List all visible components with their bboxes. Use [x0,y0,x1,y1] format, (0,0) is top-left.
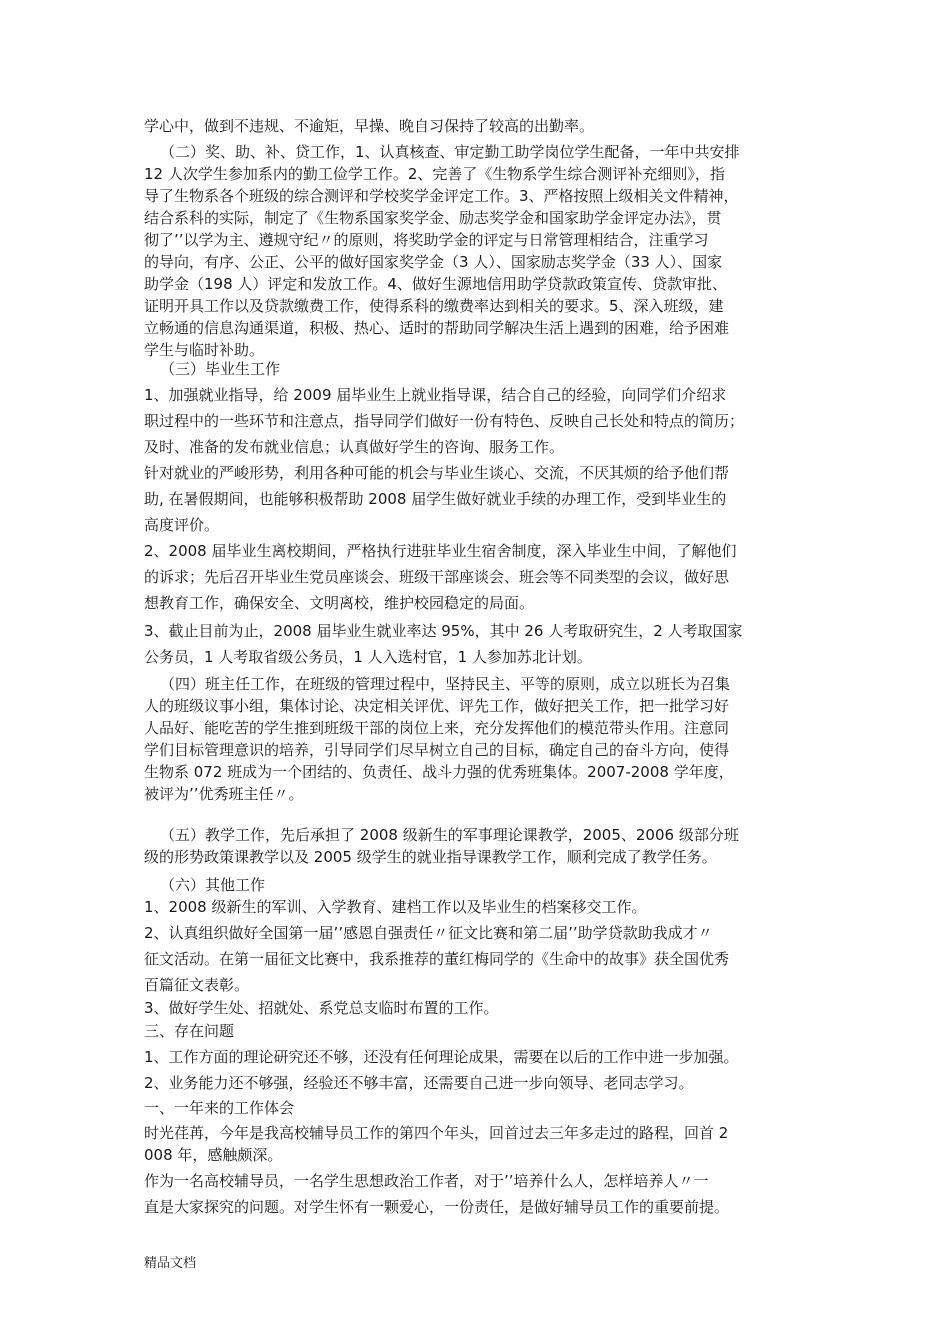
text-line: 1、工作方面的理论研究还不够，还没有任何理论成果，需要在以后的工作中进一步加强。 [144,1048,739,1066]
text-line: 立畅通的信息沟通渠道，积极、热心、适时的帮助同学解决生活上遇到的困难，给予困难 [144,319,730,337]
text-line: 结合系科的实际，制定了《生物系国家奖学金、励志奖学金和国家助学金评定办法》，贯 [144,209,722,227]
text-line: 2、2008 届毕业生离校期间，严格执行进驻毕业生宿舍制度，深入毕业生中间，了解他们 [144,542,737,560]
text-line: （四）班主任工作，在班级的管理过程中，坚持民主、平等的原则，成立以班长为召集 [160,675,731,693]
text-line: 一、一年来的工作体会 [144,1099,295,1117]
text-line: 12 人次学生参加系内的勤工俭学工作。2、完善了《生物系学生综合测评补充细则》，指 [144,165,725,183]
text-line: 职过程中的一些环节和注意点，指导同学们做好一份有特色、反映自己长处和特点的简历； [144,412,745,430]
text-line: 生物系 072 班成为一个团结的、负责任、战斗力强的优秀班集体。2007-2008 学年度， [144,763,734,781]
text-line: 针对就业的严峻形势，利用各种可能的机会与毕业生谈心、交流，不厌其烦的给予他们帮 [144,464,730,482]
text-line: 想教育工作，确保安全、文明离校，维护校园稳定的局面。 [144,594,535,612]
text-line: 高度评价。 [144,516,220,534]
text-line: 征文活动。在第一届征文比赛中，我系推荐的董红梅同学的《生命中的故事》获全国优秀 [144,950,730,968]
text-line: 1、加强就业指导，给 2009 届毕业生上就业指导课，结合自己的经验，向同学们介绍求 [144,386,727,404]
text-line: 作为一名高校辅导员，一名学生思想政治工作者，对于’’培养什么人，怎样培养人〃一 [144,1172,709,1190]
text-line: 彻了’’以学为主、遵规守纪〃的原则，将奖助学金的评定与日常管理相结合，注重学习 [144,231,709,249]
text-line: 助, 在暑假期间，也能够积极帮助 2008 届学生做好就业手续的办理工作，受到毕业生的 [144,490,727,508]
text-line: （六）其他工作 [160,876,266,894]
text-line: 1、2008 级新生的军训、入学教育、建档工作以及毕业生的档案移交工作。 [144,898,647,916]
text-line: 2、认真组织做好全国第一届’’感恩自强责任〃征文比赛和第二届’’助学贷款助我成才〃 [144,924,713,942]
text-line: 学们目标管理意识的培养，引导同学们尽早树立自己的目标，确定自己的奋斗方向，使得 [144,741,730,759]
text-line: 的诉求；先后召开毕业生党员座谈会、班级干部座谈会、班会等不同类型的会议，做好思 [144,568,730,586]
text-line: 公务员，1 人考取省级公务员，1 人入选村官，1 人参加苏北计划。 [144,648,592,666]
text-line: 的导向，有序、公正、公平的做好国家奖学金（3 人）、国家励志奖学金（33 人）、国家 [144,253,723,271]
text-line: （三）毕业生工作 [160,360,281,378]
text-line: 学生与临时补助。 [144,341,265,359]
text-line: （五）教学工作，先后承担了 2008 级新生的军事理论课教学，2005、2006 级部分班 [160,826,739,844]
text-line: 人的班级议事小组，集体讨论、决定相关评优、评先工作，做好把关工作，把一批学习好 [144,697,730,715]
text-line: 百篇征文表彰。 [144,976,250,994]
text-line: 2、业务能力还不够强，经验还不够丰富，还需要自己进一步向领导、老同志学习。 [144,1074,694,1092]
text-line: 证明开具工作以及贷款缴费工作，使得系科的缴费率达到相关的要求。5、深入班级，建 [144,297,724,315]
text-line: 助学金（198 人）评定和发放工作。4、做好生源地信用助学贷款政策宣传、贷款审批、 [144,275,727,293]
text-line: 三、存在问题 [144,1022,235,1040]
text-line: 人品好、能吃苦的学生推到班级干部的岗位上来，充分发挥他们的模范带头作用。注意同 [144,719,730,737]
text-line: 008 年，感触颇深。 [144,1146,283,1164]
text-line: （二）奖、助、补、贷工作，1、认真核查、审定勤工助学岗位学生配备，一年中共安排 [160,143,740,161]
text-line: 3、做好学生处、招就处、系党总支临时布置的工作。 [144,999,499,1017]
text-line: 导了生物系各个班级的综合测评和学校奖学金评定工作。3、严格按照上级相关文件精神， [144,187,739,205]
text-line: 3、截止目前为止，2008 届毕业生就业率达 95%，其中 26 人考取研究生，2 人考取国家 [144,622,743,640]
text-line: 时光荏苒，今年是我高校辅导员工作的第四个年头，回首过去三年多走过的路程，回首 2 [144,1124,729,1142]
footer-label: 精品文档 [144,1256,197,1271]
text-line: 直是大家探究的问题。对学生怀有一颗爱心，一份责任，是做好辅导员工作的重要前提。 [144,1198,730,1216]
text-line: 学心中，做到不违规、不逾矩，早操、晚自习保持了较高的出勤率。 [144,117,595,135]
text-line: 级的形势政策课教学以及 2005 级学生的就业指导课教学工作，顺利完成了教学任务。 [144,848,717,866]
text-line: 及时、准备的发布就业信息；认真做好学生的咨询、服务工作。 [144,438,565,456]
text-line: 被评为’’优秀班主任〃。 [144,785,304,803]
